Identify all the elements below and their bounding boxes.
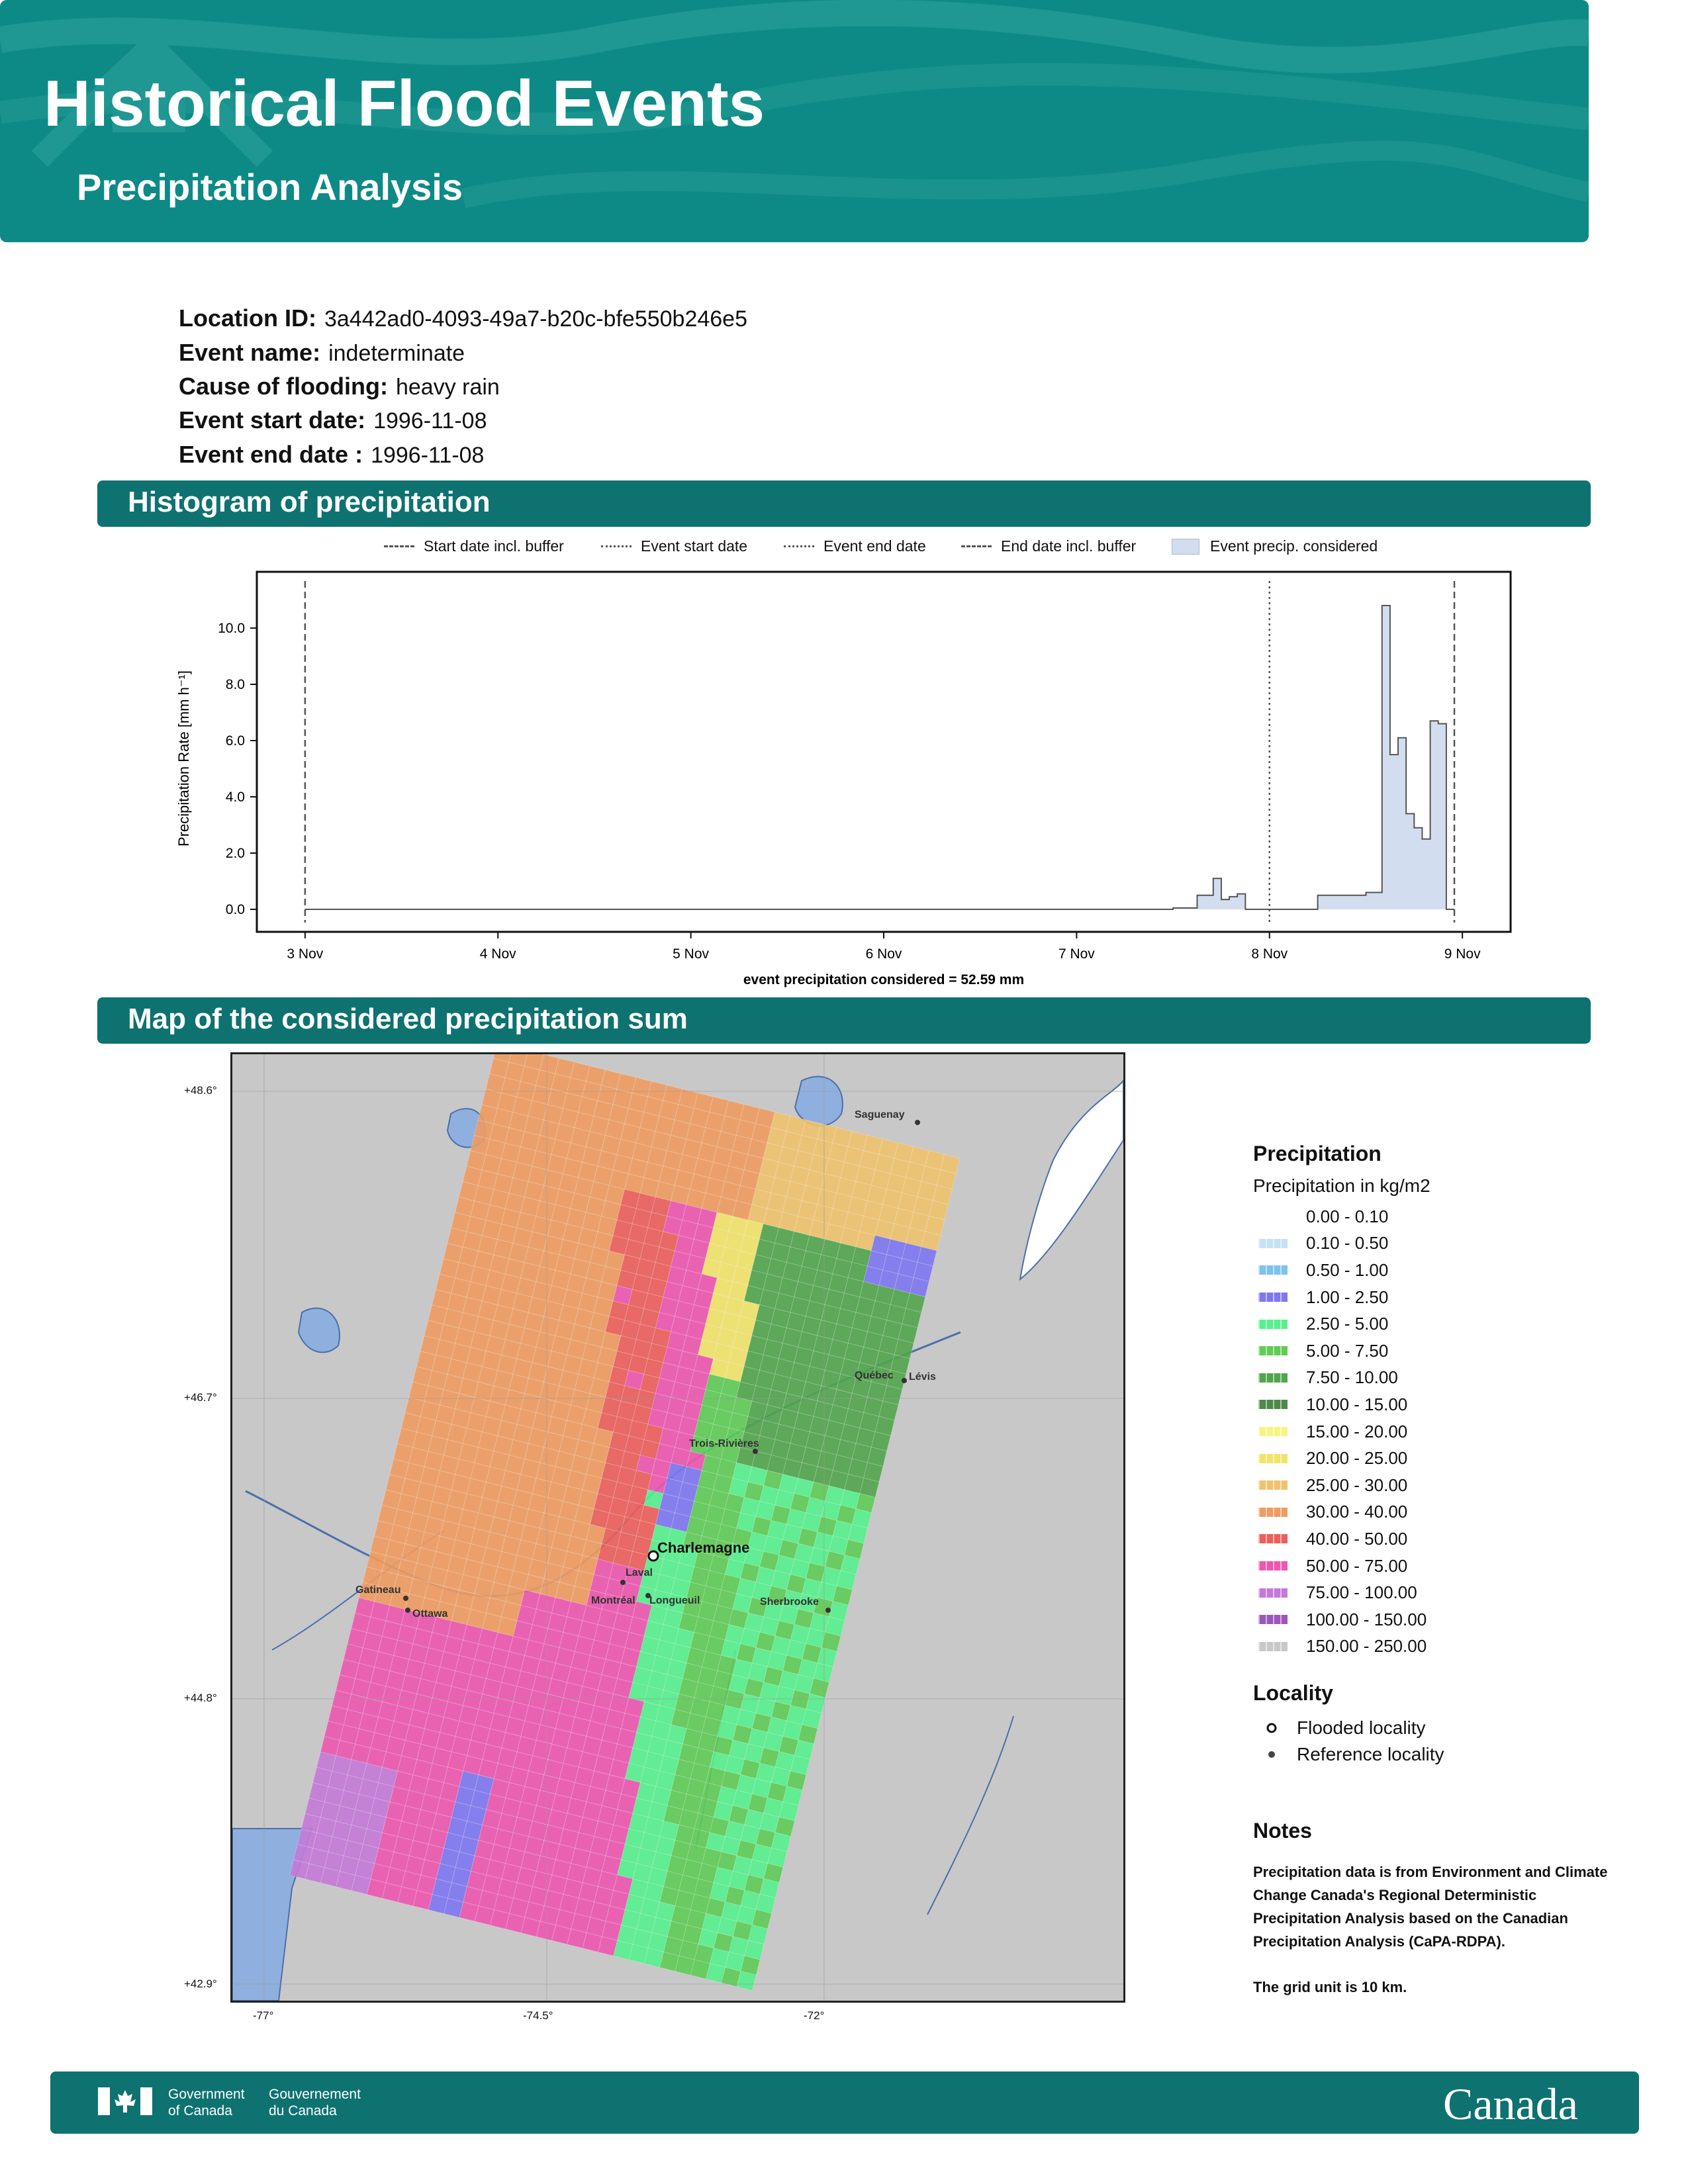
meta-value: indeterminate (328, 341, 465, 366)
precip-class-label: 150.00 - 250.00 (1306, 1636, 1427, 1657)
precip-class-label: 30.00 - 40.00 (1306, 1502, 1408, 1522)
legend-label: Start date incl. buffer (424, 537, 564, 555)
reference-locality-marker (405, 1608, 410, 1613)
place-levis: Lévis (909, 1371, 936, 1383)
reference-locality-marker (620, 1580, 626, 1585)
precip-class-label: 25.00 - 30.00 (1306, 1475, 1408, 1495)
precip-class-label: 0.00 - 0.10 (1306, 1206, 1389, 1226)
color-swatch-icon (1258, 1212, 1288, 1221)
precip-class-row (1253, 1418, 1650, 1445)
y-tick-label: 6.0 (225, 733, 245, 749)
notes-text: Precipitation data is from Environment and Climate Change Canada's Regional Deterministic Precipitation Analysis based on the Canadian Precipitation Analysis (CaPA-RDPA). (1253, 1864, 1608, 1950)
precipitation-histogram (159, 563, 1523, 993)
precip-class-label: 100.00 - 150.00 (1306, 1609, 1427, 1629)
y-tick-label: 4.0 (225, 790, 245, 805)
meta-label: Event end date : (179, 441, 363, 468)
precip-class-row (1253, 1525, 1650, 1553)
color-swatch-icon (1258, 1373, 1288, 1383)
place-laval: Laval (626, 1567, 653, 1578)
precip-class-label: 5.00 - 7.50 (1306, 1340, 1389, 1361)
reference-locality-marker (902, 1378, 907, 1383)
place-gatineau: Gatineau (355, 1584, 401, 1596)
section-histogram: Histogram of precipitation (97, 480, 1591, 527)
color-swatch-icon (1258, 1508, 1288, 1517)
reference-locality-marker (403, 1596, 408, 1601)
notes-title: Notes (1253, 1819, 1312, 1843)
legend-start-buffer (384, 537, 564, 555)
legend-label: Reference locality (1297, 1744, 1444, 1764)
legend-label: Event end date (823, 537, 926, 555)
legend-label: Event start date (641, 537, 748, 555)
precip-class-row (1253, 1472, 1650, 1499)
precip-cell (737, 1971, 756, 1990)
locality-legend-title: Locality (1253, 1681, 1333, 1705)
precip-class-label: 7.50 - 10.00 (1306, 1367, 1398, 1388)
meta-label: Location ID: (179, 304, 316, 332)
legend-event-start (601, 537, 747, 555)
color-swatch-icon (1258, 1239, 1288, 1248)
x-tick-label: 7 Nov (1058, 946, 1095, 962)
place-ottawa: Ottawa (412, 1608, 448, 1619)
y-tick-label: 0.0 (225, 902, 245, 917)
gov-fr-line2: du Canada (269, 2103, 337, 2118)
map-canvas (232, 1054, 1123, 2001)
legend-label: Event precip. considered (1210, 537, 1378, 555)
lake-shape (795, 1077, 843, 1126)
meta-label: Cause of flooding: (179, 373, 388, 400)
reference-locality-icon (1253, 1747, 1280, 1762)
flooded-locality-marker (649, 1551, 658, 1561)
date-markers (305, 581, 1454, 923)
page-subtitle: Precipitation Analysis (77, 166, 463, 208)
precip-class-row (1253, 1203, 1650, 1230)
x-axis (287, 932, 1481, 962)
color-swatch-icon (1258, 1534, 1288, 1543)
lon-label: -72° (804, 2009, 825, 2022)
precip-class-row (1253, 1633, 1650, 1661)
dotted-line-icon (601, 545, 632, 547)
page-title: Historical Flood Events (44, 67, 765, 140)
meta-label: Event name: (179, 339, 321, 366)
color-swatch-icon (1258, 1454, 1288, 1463)
x-tick-label: 8 Nov (1251, 946, 1288, 962)
precip-class-label: 50.00 - 75.00 (1306, 1555, 1408, 1576)
precip-class-row (1253, 1606, 1650, 1633)
reference-locality-marker (915, 1120, 920, 1125)
precip-class-row (1253, 1338, 1650, 1365)
color-swatch-icon (1258, 1642, 1288, 1651)
gov-fr (269, 2086, 361, 2119)
color-swatch-icon (1258, 1615, 1288, 1624)
notes-grid-unit: The grid unit is 10 km. (1253, 1979, 1407, 1995)
canada-flag-icon (98, 2087, 152, 2115)
flooded-locality-icon (1253, 1720, 1280, 1736)
precip-class-row (1253, 1284, 1650, 1311)
meta-value: 3a442ad0-4093-49a7-b20c-bfe550b246e5 (324, 306, 747, 332)
meta-start-date (179, 406, 487, 434)
x-tick-label: 4 Nov (479, 946, 516, 962)
meta-end-date (179, 441, 484, 469)
meta-value: 1996-11-08 (373, 408, 487, 433)
precip-legend-title: Precipitation (1253, 1142, 1382, 1165)
color-swatch-icon (1258, 1265, 1288, 1275)
lat-label: +44.8° (184, 1692, 217, 1704)
precipitation-map[interactable] (230, 1052, 1125, 2003)
precip-rate-line (305, 606, 1454, 909)
y-tick-label: 10.0 (218, 621, 245, 636)
legend-label: Flooded locality (1297, 1717, 1426, 1738)
precip-class-label: 75.00 - 100.00 (1306, 1582, 1417, 1603)
place-charlemagne: Charlemagne (657, 1539, 750, 1556)
meta-cause (179, 373, 500, 400)
river-estuary (1020, 1081, 1123, 1279)
color-swatch-icon (1258, 1480, 1288, 1490)
precip-class-row (1253, 1499, 1650, 1526)
precip-class-row (1253, 1230, 1650, 1257)
precip-class-row (1253, 1310, 1650, 1338)
x-axis-label: event precipitation considered = 52.59 mm (743, 972, 1025, 987)
precip-class-label: 1.00 - 2.50 (1306, 1287, 1389, 1307)
precip-class-row (1253, 1365, 1650, 1392)
locality-legend (1253, 1681, 1444, 1768)
precip-legend (1253, 1142, 1650, 1660)
dotted-line-icon (784, 545, 814, 547)
precip-class-label: 20.00 - 25.00 (1306, 1448, 1408, 1469)
color-swatch-icon (1258, 1293, 1288, 1302)
x-tick-label: 5 Nov (673, 946, 710, 962)
color-swatch-icon (1258, 1561, 1288, 1570)
precip-class-label: 15.00 - 20.00 (1306, 1421, 1408, 1441)
color-swatch-icon (1258, 1346, 1288, 1355)
precip-class-row (1253, 1579, 1650, 1606)
legend-end-buffer (961, 537, 1136, 555)
y-axis-label: Precipitation Rate [mm h⁻¹] (175, 670, 192, 846)
meta-event-name (179, 339, 465, 367)
precip-class-row (1253, 1257, 1650, 1284)
color-swatch-icon (1258, 1427, 1288, 1436)
legend-label: End date incl. buffer (1001, 537, 1137, 555)
precip-class-label: 40.00 - 50.00 (1306, 1528, 1408, 1549)
lat-label: +48.6° (184, 1084, 217, 1097)
dashed-line-icon (961, 545, 992, 547)
lon-label: -77° (253, 2009, 274, 2022)
precip-class-label: 0.50 - 1.00 (1306, 1259, 1389, 1280)
meta-value: 1996-11-08 (371, 443, 485, 468)
fill-swatch-icon (1172, 539, 1199, 555)
gov-en-line1: Government (168, 2087, 245, 2102)
precip-class-label: 0.10 - 0.50 (1306, 1233, 1389, 1253)
precip-class-label: 10.00 - 15.00 (1306, 1394, 1408, 1414)
y-tick-label: 8.0 (225, 677, 245, 692)
place-sherbrooke: Sherbrooke (760, 1596, 819, 1608)
place-saguenay: Saguenay (855, 1109, 905, 1120)
x-tick-label: 6 Nov (865, 946, 902, 962)
histogram-legend (371, 537, 1443, 560)
x-tick-label: 9 Nov (1444, 946, 1481, 962)
color-swatch-icon (1258, 1320, 1288, 1329)
lake-shape (299, 1308, 340, 1353)
place-quebec: Québec (855, 1370, 894, 1381)
precip-class-row (1253, 1391, 1650, 1418)
place-montreal: Montréal (591, 1595, 635, 1606)
gov-fr-line1: Gouvernement (269, 2087, 361, 2102)
legend-flooded (1253, 1715, 1444, 1741)
gov-en-line2: of Canada (168, 2103, 232, 2118)
dashed-line-icon (384, 545, 414, 547)
x-tick-label: 3 Nov (287, 946, 324, 962)
meta-value: heavy rain (395, 375, 500, 400)
reference-locality-marker (825, 1608, 831, 1613)
lat-label: +46.7° (184, 1391, 217, 1404)
precip-class-label: 2.50 - 5.00 (1306, 1314, 1389, 1334)
precip-grid (290, 1054, 960, 1991)
meta-label: Event start date: (179, 406, 366, 433)
legend-event-precip (1172, 537, 1378, 555)
y-axis (218, 621, 257, 917)
color-swatch-icon (1258, 1588, 1288, 1598)
color-swatch-icon (1258, 1400, 1288, 1409)
precip-class-row (1253, 1553, 1650, 1580)
place-longueuil: Longueuil (649, 1595, 700, 1606)
event-precip-area (1173, 606, 1454, 909)
lon-label: -74.5° (523, 2009, 553, 2022)
river-line (927, 1716, 1013, 1915)
lat-label: +42.9° (184, 1978, 217, 1990)
legend-event-end (784, 537, 926, 555)
legend-reference (1253, 1741, 1444, 1768)
gov-en (168, 2086, 245, 2119)
precip-legend-subtitle: Precipitation in kg/m2 (1253, 1175, 1430, 1196)
place-trois-rivieres: Trois-Rivières (689, 1438, 759, 1449)
section-map: Map of the considered precipitation sum (97, 997, 1591, 1044)
meta-location-id (179, 304, 747, 332)
canada-wordmark: Canada (1443, 2079, 1578, 2129)
precip-class-row (1253, 1445, 1650, 1472)
reference-locality-marker (753, 1449, 758, 1454)
notes-panel (1253, 1819, 1624, 1999)
plot-frame (257, 572, 1511, 932)
y-tick-label: 2.0 (225, 846, 245, 861)
